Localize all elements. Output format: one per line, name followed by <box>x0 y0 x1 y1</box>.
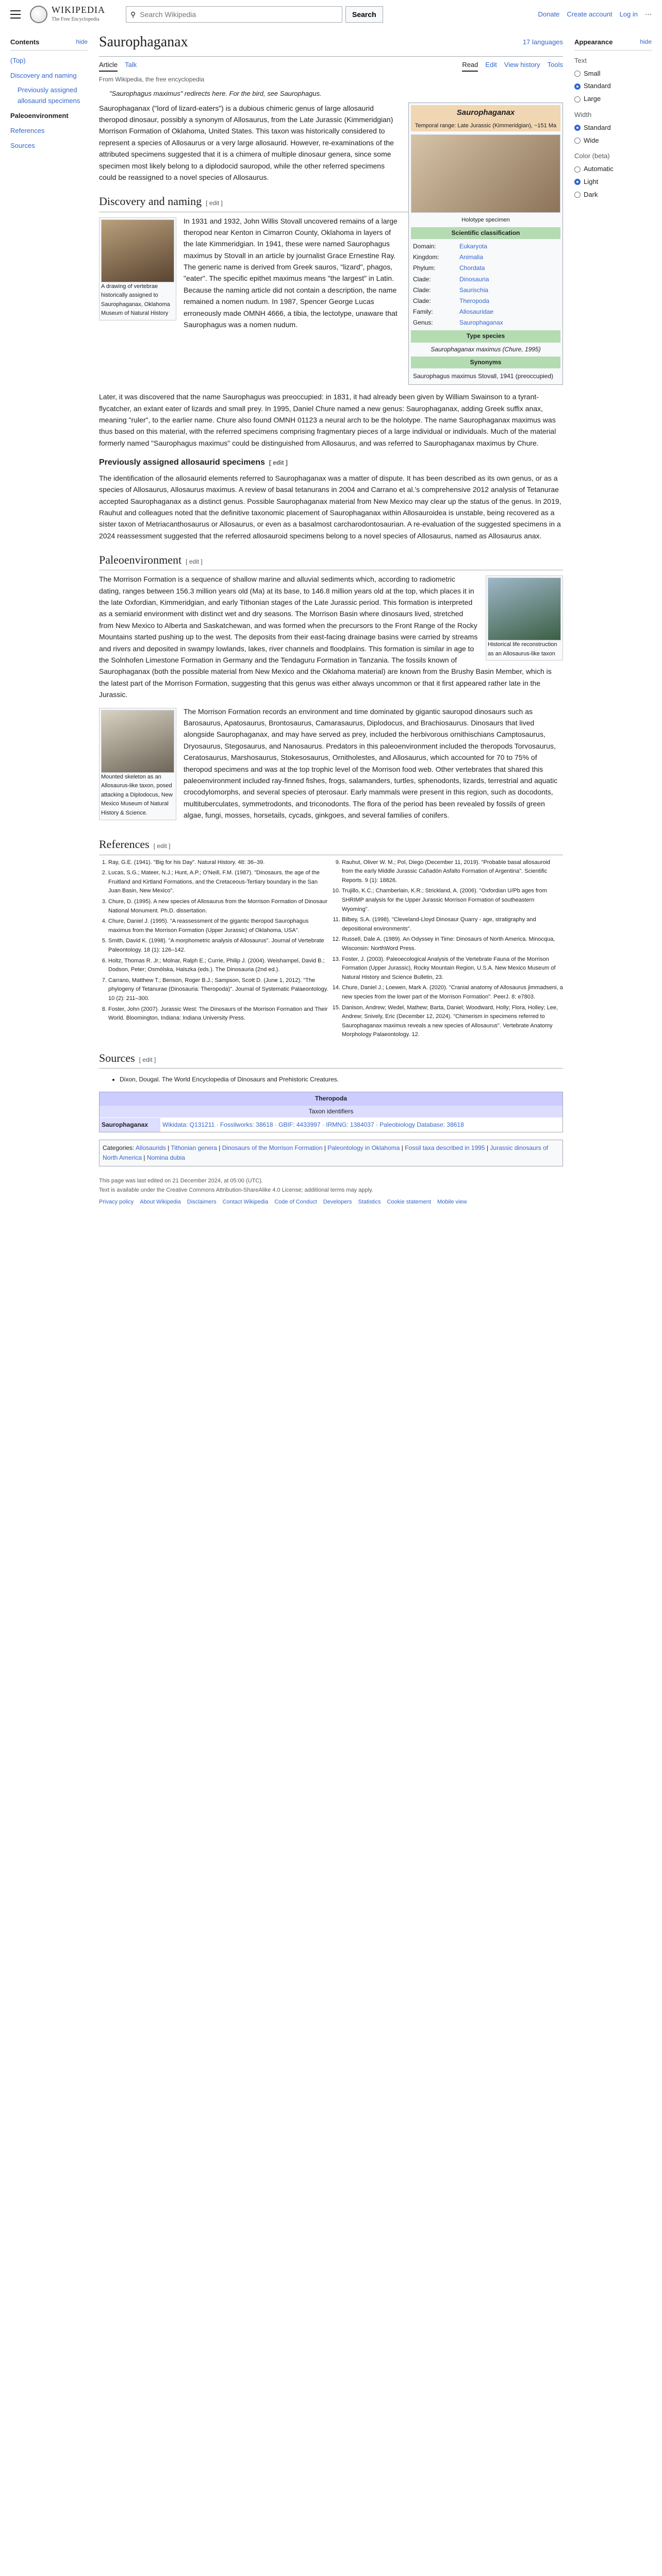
footer-link[interactable]: Privacy policy <box>99 1199 134 1206</box>
edit-section-link[interactable]: [ edit ] <box>269 459 288 467</box>
type-species: Saurophaganax maximus (Chure, 1995) <box>431 345 541 353</box>
category-link[interactable]: Nomina dubia <box>146 1154 185 1162</box>
synonyms-list: Saurophagus maximus Stovall, 1941 (preoccupied) <box>413 372 554 380</box>
infobox-row <box>411 296 560 307</box>
text-size-small[interactable] <box>574 69 652 79</box>
option-label: Large <box>584 95 601 103</box>
section-heading-references <box>99 835 563 855</box>
last-edited: This page was last edited on 21 December 2024, at 05:00 (UTC). <box>99 1178 263 1184</box>
heading-text: Previously assigned allosaurid specimens <box>99 458 265 467</box>
figure-caption: Historical life reconstruction as an Allosaurus-like taxon <box>488 641 557 657</box>
edit-section-link[interactable]: [ edit ] <box>186 558 203 566</box>
row-key: Clade: <box>413 286 431 294</box>
categories-label: Categories: <box>103 1144 135 1151</box>
article-content <box>88 29 574 1217</box>
row-key: Domain: <box>413 242 436 250</box>
toc-item-previously-assigned[interactable]: Previously assigned allosaurid specimens <box>18 86 80 105</box>
reference-item: 4. Chure, Daniel J. (1995). "A reassessment of the gigantic theropod Saurophagus maximus from the Morrison Formation (Upper Jurassic) of Oklahoma, USA". <box>108 917 329 935</box>
infobox-section-classification: Scientific classification <box>411 227 560 239</box>
toc-item-sources[interactable]: Sources <box>10 141 35 149</box>
category-link[interactable]: Paleontology in Oklahoma <box>327 1144 400 1151</box>
header <box>0 0 662 29</box>
text-size-label: Text <box>574 56 587 64</box>
footer-link[interactable]: Contact Wikipedia <box>222 1199 269 1206</box>
infobox-section-synonyms: Synonyms <box>411 357 560 368</box>
color-light[interactable] <box>574 177 652 188</box>
figure-caption: Mounted skeleton as an Allosaurus-like taxon, posed attacking a Diplodocus, New Mexico Museum of Natural History & Science. <box>101 773 173 816</box>
donate-link[interactable]: Donate <box>538 10 560 18</box>
reference-item: 8. Foster, John (2007). Jurassic West: The Dinosaurs of the Morrison Formation and Their World. Bloomington, Indiana: Indiana University Press. <box>108 1005 329 1023</box>
globe-icon <box>30 6 47 23</box>
footer-link[interactable]: Developers <box>323 1199 352 1206</box>
row-value-link[interactable]: Animalia <box>459 253 484 261</box>
toc-item-paleoenvironment[interactable]: Paleoenvironment <box>10 111 69 120</box>
heading-text: Discovery and naming <box>99 195 202 208</box>
width-standard[interactable] <box>574 123 652 133</box>
reference-item: 13. Foster, J. (2003). Paleoecological Analysis of the Vertebrate Fauna of the Morrison Formation (Upper Jurassic), Rocky Mountain Region, U.S.A. New Mexico Museum of Natural History and Science Bulletin, 23. <box>342 955 563 982</box>
category-link[interactable]: Fossil taxa described in 1995 <box>405 1144 485 1151</box>
footer-link[interactable]: Statistics <box>358 1199 381 1206</box>
toc-title: Contents <box>10 38 40 46</box>
create-account-link[interactable]: Create account <box>567 10 613 18</box>
category-links: Categories: Allosaurids | Tithonian genera | Dinosaurs of the Morrison Formation | Paleontology in Oklahoma | Fossil taxa described in 1995 | Jurassic dinosaurs of North America | Nomina dubia <box>99 1140 563 1166</box>
page-title <box>99 31 563 57</box>
table-of-contents <box>10 29 88 1217</box>
radio-icon <box>574 192 581 198</box>
search-icon: ⚲ <box>130 10 136 19</box>
infobox-row <box>411 274 560 285</box>
personal-tools <box>538 9 652 20</box>
reference-list <box>99 858 563 1040</box>
radio-icon <box>574 96 581 103</box>
navbox-title[interactable]: Theropoda <box>100 1092 562 1105</box>
paleo-paragraph: The Morrison Formation is a sequence of shallow marine and alluvial sediments which, according to radiometric dating, ranges between 156.3 million years old (Ma) at its base, to 146.8 million years old at the top, which places it in the late Oxfordian, Kimmeridgian, and early Tithonian stages of the Late Jurassic period. This formation is interpreted as a semiarid environment with distinct wet and dry seasons. The Morrison Basin where dinosaurs lived, stretched from New Mexico to Alberta and Saskatchewan, and was formed when the precursors to the Front Range of the Rocky Mountains started pushing up to the west. The deposits from their east-facing drainage basins were carried by streams and rivers and deposited in swampy lowlands, lakes, river channels and floodplains. This formation is similar in age to the Solnhofen Limestone Formation in Germany and the Tendaguru Formation in Tanzania. The fossils known of Saurophaganax (both the possible material from New Mexico and the Oklahoma material) are known from the Brushy Basin Member, which is the latest part of the Morrison Formation, suggesting that this genus was either always uncommon or that it first appeared rather late in the Jurassic. <box>99 575 552 699</box>
more-options-icon[interactable]: ⋯ <box>645 10 652 18</box>
wikipedia-logo[interactable] <box>30 5 105 24</box>
row-value-link[interactable]: Allosauridae <box>459 308 494 316</box>
option-label: Light <box>584 177 599 185</box>
reference-item: 5. Smith, David K. (1998). "A morphometric analysis of Allosaurus". Journal of Vertebrate Paleontology. 18 (1): 126–142. <box>108 937 329 955</box>
reference-item: 12. Russell, Dale A. (1989). An Odyssey in Time: Dinosaurs of North America. Minocqua, Wisconsin: NorthWord Press. <box>342 935 563 953</box>
appearance-title: Appearance <box>574 38 613 46</box>
infobox-image-caption: Holotype specimen <box>461 217 510 224</box>
search-input[interactable] <box>139 10 338 19</box>
infobox-temporal-range: Temporal range: Late Jurassic (Kimmeridgian), ~151 Ma <box>411 121 560 132</box>
search-box <box>126 6 342 23</box>
footer-link[interactable]: Disclaimers <box>187 1199 217 1206</box>
radio-icon <box>574 71 581 77</box>
edit-section-link[interactable]: [ edit ] <box>139 1056 156 1063</box>
navbox <box>99 1092 563 1132</box>
discovery-paragraph: In 1931 and 1932, John Willis Stovall uncovered remains of a large theropod near Kenton in Cimarron County, Oklahoma in layers of the late Kimmeridgian. In 1941, these were named Saurophagus maximus by Stovall in an article by journalist Grace Ernestine Ray. The generic name is derived from Greek sauros, "lizard", phagos, "eater". The specific epithet maximus means "the largest" in Latin. Because the naming article did not contain a description, the name remained a nomen nudum. In 1987, Spencer George Lucas erroneously made OMNH 4666, a tibia, the lectotype, unaware that Saurophagus was a nomen nudum. <box>184 216 398 329</box>
row-value-link[interactable]: Eukaryota <box>459 242 488 250</box>
page-title-text: Saurophaganax <box>99 34 188 50</box>
figure-caption: A drawing of vertebrae historically assigned to Saurophaganax, Oklahoma Museum of Natural History <box>101 283 170 317</box>
holotype-image[interactable] <box>411 134 560 213</box>
reference-item: 6. Holtz, Thomas R. Jr.; Molnar, Ralph E.; Currie, Philip J. (2004). Weishampel, David B.; Dodson, Peter; Osmólska, Halszka (eds.). The Dinosauria (2nd ed.). <box>108 957 329 975</box>
log-in-link[interactable]: Log in <box>619 10 638 18</box>
row-value-link[interactable]: Saurischia <box>459 286 489 294</box>
reference-item: 11. Bilbey, S.A. (1998). "Cleveland-Lloyd Dinosaur Quarry - age, stratigraphy and depositional environments". <box>342 916 563 934</box>
row-value-link[interactable]: Theropoda <box>459 297 490 304</box>
option-label: Automatic <box>584 165 614 173</box>
appearance-hide-button[interactable]: hide <box>640 38 652 45</box>
reference-item: 3. Chure, D. (1995). A new species of Allosaurus from the Morrison Formation of Dinosaur National Monument. Ph.D. dissertation. <box>108 897 329 916</box>
vertebrae-drawing-image[interactable] <box>101 219 174 282</box>
section-heading-sources <box>99 1049 563 1069</box>
intro-paragraph: Saurophaganax ("lord of lizard-eaters") is a dubious chimeric genus of large allosaurid theropod dinosaur, possibly a synonym of Allosaurus, from the Late Jurassic (Kimmeridgian) Morrison Formation of Oklahoma, United States. This taxon was historically considered to represent a species of Allosaurus or a very large allosaurid. However, re-examinations of the attributed specimens suggested that it is a chimera of multiple dinosaur genera, since some specimen most likely belong to a diplodocid sauropod, while the other referred specimens could be reassigned to a novel species of Allosaurus. <box>99 104 394 181</box>
toc-item-references[interactable]: References <box>10 126 45 134</box>
source-item: • Dixon, Dougal. The World Encyclopedia of Dinosaurs and Prehistoric Creatures. <box>120 1075 563 1084</box>
discovery-paragraph: Later, it was discovered that the name Saurophagus was preoccupied: in 1831, it had already been given by William Swainson to a tyrant-flycatcher, an extant eater of lizards and small prey. In 1995, Daniel Chure named a new genus: Saurophaganax, adding Greek suffix anax, meaning "ruler", to the earlier name. Chure also found OMNH 01123 a neural arch to be the holotype. The name Saurophaganax maximus was thus based on this material, with the referred specimens comprising fragmentary pieces of a large individual or individuals. Much of the material formerly named "Saurophagus maximus" could be distinguished from Allosaurus, and was referred to Saurophaganax maximus by Chure. <box>99 393 556 447</box>
main-menu-icon[interactable] <box>10 10 21 19</box>
navbox-subtitle: Taxon identifiers <box>100 1106 562 1117</box>
infobox-title: Saurophaganax <box>411 105 560 121</box>
radio-icon <box>574 166 581 173</box>
mounted-skeleton-image[interactable] <box>101 710 174 773</box>
reference-item: 7. Carrano, Matthew T.; Benson, Roger B.J.; Sampson, Scott D. (June 1, 2012). "The phylogeny of Tetanurae (Dinosauria: Theropoda)". Journal of Systematic Palaeontology. 10 (2): 211–300. <box>108 976 329 1004</box>
row-value-link[interactable]: Saurophaganax <box>459 319 503 327</box>
reference-item: 1. Ray, G.E. (1941). "Big for his Day". Natural History. 48: 36–39. <box>108 858 329 868</box>
row-key: Phylum: <box>413 264 436 272</box>
search-button[interactable]: Search <box>345 6 383 23</box>
option-label: Standard <box>584 123 611 131</box>
category-link[interactable]: Allosaurids <box>136 1144 166 1151</box>
text-size-large[interactable] <box>574 94 652 105</box>
section-heading-previously-assigned <box>99 456 563 469</box>
option-label: Small <box>584 69 601 77</box>
radio-icon <box>574 138 581 144</box>
row-key: Kingdom: <box>413 253 439 261</box>
infobox-row <box>411 252 560 263</box>
radio-selected-icon <box>574 83 581 90</box>
reference-item: 14. Chure, Daniel J.; Loewen, Mark A. (2020). "Cranial anatomy of Allosaurus jimmadseni, a new species from the lower part of the Morrison Formation". PeerJ. 8: e7803. <box>342 984 563 1002</box>
reference-item: 10. Trujillo, K.C.; Chamberlain, K.R.; Strickland, A. (2006). "Oxfordian U/Pb ages from SHRIMP analysis for the Upper Jurassic Morrison Formation of southeastern Wyoming". <box>342 887 563 914</box>
infobox-row <box>411 263 560 274</box>
navbox-row-label: Saurophaganax <box>100 1118 160 1132</box>
sources-list <box>99 1075 563 1084</box>
footer-link[interactable]: About Wikipedia <box>140 1199 181 1206</box>
row-value-link[interactable]: Chordata <box>459 264 485 272</box>
footer-link[interactable]: Mobile view <box>437 1199 467 1206</box>
category-link[interactable]: Jurassic dinosaurs of North America <box>103 1144 549 1162</box>
radio-selected-icon <box>574 125 581 131</box>
color-label: Color (beta) <box>574 152 610 160</box>
language-selector[interactable]: 17 languages <box>522 38 563 46</box>
tab-edit[interactable]: Edit <box>485 60 497 69</box>
heading-text: Sources <box>99 1051 135 1064</box>
site-tagline: The Free Encyclopedia <box>52 16 100 22</box>
color-automatic[interactable] <box>574 164 652 175</box>
infobox <box>408 103 563 385</box>
footer-link[interactable]: Code of Conduct <box>274 1199 317 1206</box>
license-text: Text is available under the Creative Commons Attribution-ShareAlike 4.0 License; additional terms may apply. <box>99 1187 373 1193</box>
infobox-row <box>411 241 560 252</box>
figure-mounted-skeleton <box>99 708 176 820</box>
toc-item-top[interactable]: (Top) <box>10 56 26 64</box>
width-wide[interactable] <box>574 135 652 146</box>
page-tabs <box>99 60 563 72</box>
tab-tools[interactable]: Tools <box>547 60 563 69</box>
site-sub: From Wikipedia, the free encyclopedia <box>99 75 205 83</box>
site-name: WIKIPEDIA <box>52 5 105 15</box>
edit-section-link[interactable]: [ edit ] <box>206 199 223 207</box>
navbox-row-links[interactable]: Wikidata: Q131211 · Fossilworks: 38618 · GBIF: 4433997 · IRMNG: 1384037 · Paleobiology Database: 38618 <box>160 1118 466 1132</box>
category-link[interactable]: Tithonian genera <box>171 1144 217 1151</box>
row-key: Clade: <box>413 297 431 304</box>
appearance-panel <box>574 29 652 1217</box>
figure-vertebrae <box>99 217 176 320</box>
reference-item: 2. Lucas, S.G.; Mateer, N.J.; Hunt, A.P.; O'Neill, F.M. (1987). "Dinosaurs, the age of the Fruitland and Kirtland Formations, and the Cretaceous-Tertiary boundary in the San Juan Basin, New Mexico". <box>108 869 329 896</box>
option-label: Dark <box>584 190 598 198</box>
width-label: Width <box>574 110 592 118</box>
infobox-row <box>411 285 560 296</box>
edit-section-link[interactable]: [ edit ] <box>153 842 171 850</box>
row-key: Family: <box>413 308 433 316</box>
section-heading-paleoenvironment <box>99 551 563 570</box>
toc-item-discovery[interactable]: Discovery and naming <box>10 71 77 79</box>
life-reconstruction-image[interactable] <box>488 578 561 640</box>
reference-item: 9. Rauhut, Oliver W. M.; Pol, Diego (December 11, 2019). "Probable basal allosauroid from the early Middle Jurassic Cañadón Asfalto Formation of Argentina". Scientific Reports. 9 (1): 18826. <box>342 858 563 886</box>
tab-read[interactable]: Read <box>462 60 478 72</box>
paleo-paragraph: The Morrison Formation records an environment and time dominated by gigantic sauropod dinosaurs such as Barosaurus, Apatosaurus, Brontosaurus, Camarasaurus, Diplodocus, and Brachiosaurus. Dinosaurs that lived alongside Saurophaganax, and may have served as prey, included the herbivorous ornithischians Camptosaurus, Dryosaurus, Stegosaurus, and Nanosaurus. Predators in this paleoenvironment included the theropods Torvosaurus, Ceratosaurus, Marshosaurus, Stokesosaurus, Ornitholestes, and Allosaurus, which accounted for 70 to 75% of theropod specimens and was at the top trophic level of the Morrison food web. Other vertebrates that shared this paleoenvironment included ray-finned fishes, frogs, salamanders, turtles, sphenodonts, lizards, terrestrial and aquatic crocodylomorphs, and several species of pterosaur. Early mammals were present in this region, such as docodonts, multituberculates, symmetrodonts, and triconodonts. The flora of the period has been revealed by fossils of green algae, fungi, mosses, horsetails, cycads, ginkgoes, and several families of conifers. <box>184 707 558 820</box>
toc-hide-button[interactable]: hide <box>76 38 88 45</box>
tab-view-history[interactable]: View history <box>504 60 540 69</box>
option-label: Wide <box>584 136 599 144</box>
heading-text: References <box>99 838 150 851</box>
page-footer <box>99 1166 563 1217</box>
figure-life-reconstruction <box>486 575 563 660</box>
reference-item: 15. Danison, Andrew; Wedel, Mathew; Barta, Daniel; Woodward, Holly; Flora, Holley; Lee, Andrew; Snively, Eric (December 12, 2024). "Chimerism in specimens referred to Saurophaganax maximus reveals a new species of Allosaurus". Vertebrate Anatomy Morphology Palaeontology. 12. <box>342 1004 563 1040</box>
row-key: Clade: <box>413 275 431 283</box>
row-key: Genus: <box>413 319 433 327</box>
tab-talk[interactable]: Talk <box>125 60 137 69</box>
color-dark[interactable] <box>574 190 652 200</box>
navbox-row <box>100 1117 562 1132</box>
radio-selected-icon <box>574 179 581 185</box>
infobox-row <box>411 307 560 317</box>
tab-article[interactable]: Article <box>99 60 118 72</box>
text-size-standard[interactable] <box>574 81 652 92</box>
option-label: Standard <box>584 82 611 90</box>
previous-paragraph: The identification of the allosaurid elements referred to Saurophaganax was a matter of dispute. It has been described as its own genus, or as a species of Allosaurus, Allosaurus maximus. A review of basal tetanurans in 2004 and Carrano et al.'s comprehensive 2012 analysis of Tetanurae accepted Saurophaganax as a distinct genus. Possible Saurophaganax material from New Mexico may clear up the status of the genus. In 2019, Rauhut and colleagues noted that the definitive taxonomic placement of Saurophaganax within Allosauroidea is unstable, being recovered as a sister taxon of Metriacanthosaurus or Allosaurus, or even as a basalmost carcharodontosaurian. A re-evaluation of the suggested specimens in a 2024 reassessment suggested that the referred allosauroid specimens belong to a novel species of Allosaurus, named as Allosaurus anax. <box>99 473 561 540</box>
footer-link[interactable]: Cookie statement <box>387 1199 432 1206</box>
hatnote: "Saurophagus maximus" redirects here. For the bird, see Saurophagus. <box>109 89 322 97</box>
infobox-section-species: Type species <box>411 330 560 342</box>
heading-text: Paleoenvironment <box>99 553 182 567</box>
infobox-row <box>411 317 560 328</box>
row-value-link[interactable]: Dinosauria <box>459 275 489 283</box>
category-link[interactable]: Dinosaurs of the Morrison Formation <box>222 1144 323 1151</box>
